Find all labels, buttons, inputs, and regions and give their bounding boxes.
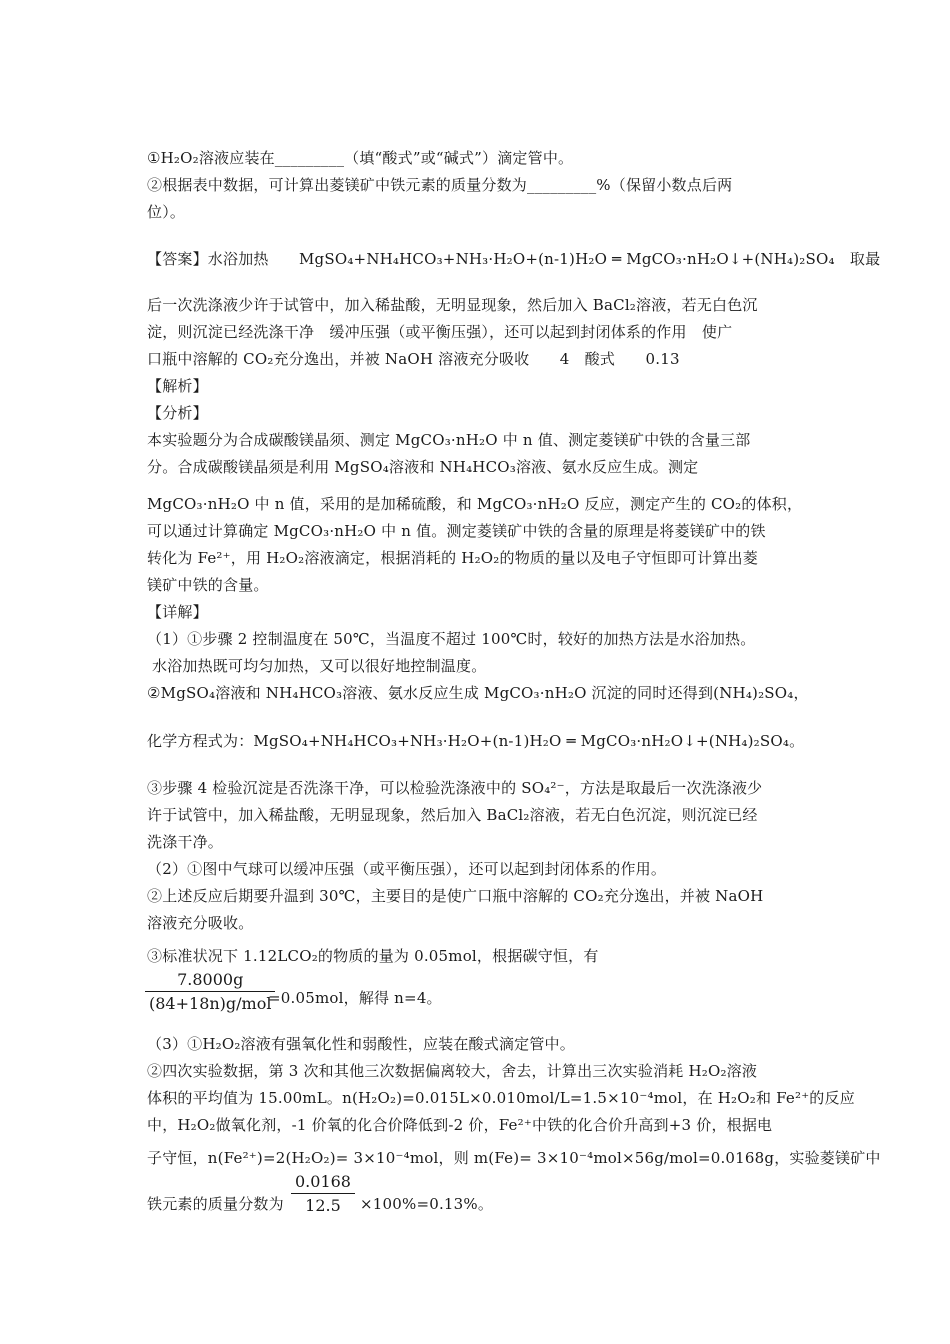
text-line: 体积的平均值为 15.00mL。n(H₂O₂)=0.015L×0.010mol/L=1.5×10⁻⁴mol，在 H₂O₂和 Fe²⁺的反应 — [147, 1089, 855, 1107]
text-line: 水浴加热既可均匀加热，又可以很好地控制温度。 — [152, 657, 487, 675]
fraction-numerator: 0.0168 — [295, 1172, 351, 1191]
text-line: （3）①H₂O₂溶液有强氧化性和弱酸性，应装在酸式滴定管中。 — [147, 1035, 575, 1053]
section-heading: 【解析】 — [147, 377, 208, 395]
text-line: ②MgSO₄溶液和 NH₄HCO₃溶液、氨水反应生成 MgCO₃·nH₂O 沉淀的同时还得到(NH₄)₂SO₄， — [147, 684, 809, 702]
text-line: （1）①步骤 2 控制温度在 50℃，当温度不超过 100℃时，较好的加热方法是水浴加热。 — [147, 630, 756, 648]
section-heading: 【分析】 — [147, 404, 208, 422]
text-line: 后一次洗涤液少许于试管中，加入稀盐酸，无明显现象，然后加入 BaCl₂溶液，若无白色沉 — [147, 296, 758, 314]
text-line: 口瓶中溶解的 CO₂充分逸出，并被 NaOH 溶液充分吸收 4 酸式 0.13 — [147, 350, 680, 368]
equation-line: 化学方程式为：MgSO₄+NH₄HCO₃+NH₃·H₂O+(n-1)H₂O ═ MgCO₃·nH₂O↓+(NH₄)₂SO₄。 — [147, 732, 805, 750]
text-line: 本实验题分为合成碳酸镁晶须、测定 MgCO₃·nH₂O 中 n 值、测定菱镁矿中铁的含量三部 — [147, 431, 751, 449]
text-line: 镁矿中铁的含量。 — [147, 576, 269, 594]
text-line: ②四次实验数据，第 3 次和其他三次数据偏离较大，舍去，计算出三次实验消耗 H₂O₂溶液 — [147, 1062, 758, 1080]
text-line: ③标准状况下 1.12LCO₂的物质的量为 0.05mol，根据碳守恒，有 — [147, 947, 599, 965]
text-line: 分。合成碳酸镁晶须是利用 MgSO₄溶液和 NH₄HCO₃溶液、氨水反应生成。测定 — [147, 458, 699, 476]
text-line: 位）。 — [147, 203, 186, 221]
text-line: 淀，则沉淀已经洗涤干净 缓冲压强（或平衡压强），还可以起到封闭体系的作用 使广 — [147, 323, 733, 341]
text-line: ①H₂O₂溶液应装在_________（填“酸式”或“碱式”）滴定管中。 — [147, 149, 574, 167]
fraction-denominator: (84+18n)g/mol — [145, 991, 275, 1013]
text-line: 溶液充分吸收。 — [147, 914, 254, 932]
text-line: （2）①图中气球可以缓冲压强（或平衡压强），还可以起到封闭体系的作用。 — [147, 860, 667, 878]
text-line: ×100%=0.13%。 — [360, 1195, 494, 1213]
section-heading: 【详解】 — [147, 603, 208, 621]
text-line: 转化为 Fe²⁺，用 H₂O₂溶液滴定，根据消耗的 H₂O₂的物质的量以及电子守恒即可计算出菱 — [147, 549, 758, 567]
text-line: MgCO₃·nH₂O 中 n 值，采用的是加稀硫酸，和 MgCO₃·nH₂O 反应，测定产生的 CO₂的体积， — [147, 495, 803, 513]
fraction-numerator: 7.8000g — [177, 970, 244, 989]
text-line: ③步骤 4 检验沉淀是否洗涤干净，可以检验洗涤液中的 SO₄²⁻，方法是取最后一次洗涤液少 — [147, 779, 763, 797]
text-line: ②根据表中数据，可计算出菱镁矿中铁元素的质量分数为_________%（保留小数点后两 — [147, 176, 733, 194]
text-line: 洗涤干净。 — [147, 833, 224, 851]
text-line: 铁元素的质量分数为 — [147, 1195, 284, 1213]
text-line: =0.05mol，解得 n=4。 — [268, 989, 442, 1007]
fraction-mass-molar — [145, 970, 275, 1013]
text-line: 可以通过计算确定 MgCO₃·nH₂O 中 n 值。测定菱镁矿中铁的含量的原理是将菱镁矿中的铁 — [147, 522, 766, 540]
text-line: 子守恒，n(Fe²⁺)=2(H₂O₂)= 3×10⁻⁴mol，则 m(Fe)= 3×10⁻⁴mol×56g/mol=0.0168g，实验菱镁矿中 — [147, 1149, 881, 1167]
fraction-denominator: 12.5 — [291, 1193, 355, 1215]
text-line: ②上述反应后期要升温到 30℃，主要目的是使广口瓶中溶解的 CO₂充分逸出，并被 NaOH — [147, 887, 764, 905]
text-line: 中，H₂O₂做氧化剂，-1 价氧的化合价降低到-2 价，Fe²⁺中铁的化合价升高到+3 价，根据电 — [147, 1116, 773, 1134]
fraction-mass-fraction — [291, 1172, 355, 1215]
answer-line: 【答案】水浴加热 MgSO₄+NH₄HCO₃+NH₃·H₂O+(n-1)H₂O ═ MgCO₃·nH₂O↓+(NH₄)₂SO₄ 取最 — [147, 250, 881, 268]
text-line: 许于试管中，加入稀盐酸，无明显现象，然后加入 BaCl₂溶液，若无白色沉淀，则沉淀已经 — [147, 806, 758, 824]
